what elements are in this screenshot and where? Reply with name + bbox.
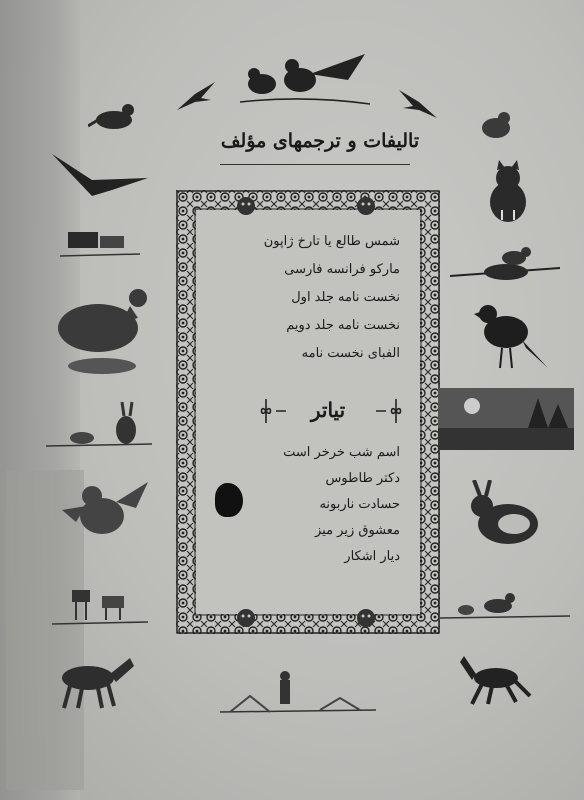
plays-list	[250, 440, 400, 570]
sparrow-icon	[88, 100, 144, 140]
section-title: تیاتر	[310, 398, 346, 422]
swallow-icon	[395, 88, 439, 122]
list-item: معشوق زیر میز	[314, 523, 400, 538]
rabbits-in-field-icon	[46, 400, 152, 454]
list-item: دیار اشکار	[344, 549, 400, 564]
list-item: نخست نامه جلد اول	[291, 290, 400, 305]
list-item: نخست نامه جلد دویم	[286, 318, 400, 333]
cows-icon	[60, 222, 140, 262]
birds-ground-icon	[440, 580, 570, 630]
list-item: اسم شب خرخر است	[283, 445, 400, 460]
birds-on-wire-icon	[240, 50, 370, 108]
cat-icon	[478, 158, 538, 224]
flying-bird-icon	[52, 150, 152, 200]
works-list	[240, 228, 400, 368]
title-underline	[220, 164, 410, 165]
partridge-icon	[52, 282, 152, 378]
horse-right-icon	[458, 652, 534, 708]
crow-icon	[466, 296, 550, 372]
bird-nest-icon	[450, 238, 560, 288]
rabbit-icon	[460, 480, 544, 552]
landscape-icon	[438, 388, 574, 450]
swallow-icon	[175, 80, 219, 114]
list-item: شمس طالع یا تارخ ژاپون	[263, 234, 400, 249]
deer-herd-icon	[52, 566, 148, 630]
cherub-icon	[56, 478, 152, 544]
harvest-scene-icon	[220, 666, 376, 726]
list-item: الفبای نخست نامه	[301, 346, 400, 361]
list-item: دکتر طاطوس	[325, 471, 400, 486]
horse-left-icon	[44, 652, 144, 710]
chick-icon	[474, 108, 518, 144]
list-item: حسادت ناربونه	[319, 497, 400, 512]
list-item: مارکو فرانسه فارسی	[284, 262, 400, 277]
page-title: تالیفات و ترجمهای مؤلف	[220, 130, 420, 152]
ink-blot	[215, 483, 243, 517]
